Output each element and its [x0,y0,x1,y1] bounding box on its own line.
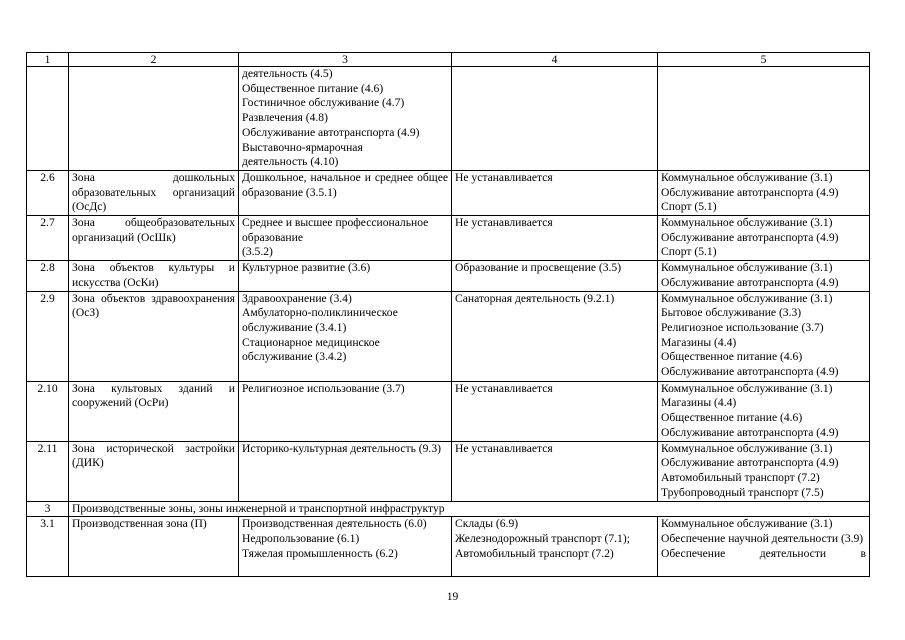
list-item: Амбулаторно-поликлиническое обслуживание (3.4.1) [242,306,398,334]
header-row [27,53,870,67]
main-use-code: (3.5.2) [242,245,273,259]
cell-conditional-uses: Не устанавливается [452,441,658,501]
zoning-table [26,52,870,577]
list-item: Тяжелая промышленность (6.2) [242,546,398,560]
table-row [27,261,870,291]
col-header-1: 1 [27,53,69,67]
list-item: Обслуживание автотранспорта (4.9) [661,425,839,439]
list-item: Обслуживание автотранспорта (4.9) [661,275,839,289]
section-num: 3 [27,501,69,517]
table-row [27,381,870,441]
cell-zone: Зона общеобразовательных организаций (ОсШк) [69,216,239,261]
cell-main-uses: Религиозное использование (3.7) [239,381,452,441]
cell-main-uses: Культурное развитие (3.6) [239,261,452,291]
section-title: Производственные зоны, зоны инженерной и транспортной инфраструктур [69,501,870,517]
cell-auxiliary-uses [658,441,870,501]
list-item: Общественное питание (4.6) [242,81,384,95]
cell-main-uses [239,216,452,261]
cell-auxiliary-uses [658,170,870,215]
col-header-4: 4 [452,53,658,67]
list-item: Коммунальное обслуживание (3.1) [661,216,833,230]
cell-num: 2.11 [27,441,69,501]
list-item: Магазины (4.4) [661,335,737,349]
list-item: Автомобильный транспорт (7.2) [455,546,614,560]
table-row [27,441,870,501]
cell-zone: Зона объектов здравоохранения (ОсЗ) [69,291,239,381]
list-item: Бытовое обслуживание (3.3) [661,306,802,320]
cell-num: 3.1 [27,517,69,577]
list-item: Выставочно-ярмарочная [242,140,363,154]
cell-conditional-uses: Санаторная деятельность (9.2.1) [452,291,658,381]
cell-num: 2.10 [27,381,69,441]
list-item: Коммунальное обслуживание (3.1) [661,261,833,275]
cell-zone: Зона исторической застройки (ДИК) [69,441,239,501]
list-item: Спорт (5.1) [661,245,717,259]
table-row [27,216,870,261]
cell-conditional-uses: Не устанавливается [452,216,658,261]
list-item: деятельность (4.10) [242,155,339,169]
cell-num: 2.7 [27,216,69,261]
list-item: Магазины (4.4) [661,396,737,410]
list-item: Общественное питание (4.6) [661,350,803,364]
cell-conditional-uses: Образование и просвещение (3.5) [452,261,658,291]
list-item: Коммунальное обслуживание (3.1) [661,381,833,395]
cell-main-uses [239,291,452,381]
cell-main-uses: Историко-культурная деятельность (9.3) [239,441,452,501]
cell-zone: Зона дошкольных образовательных организаций (ОсДс) [69,170,239,215]
list-item: Обслуживание автотранспорта (4.9) [242,125,420,139]
col-header-2: 2 [69,53,239,67]
table-row [27,291,870,381]
cell-auxiliary-uses [658,216,870,261]
list-item: Стационарное медицинское обслуживание (3.4.2) [242,335,380,364]
cell-main-uses [239,67,452,171]
cell-main-uses: Дошкольное, начальное и среднее общее образование (3.5.1) [239,170,452,215]
cell-auxiliary-uses [658,517,870,577]
list-item: Коммунальное обслуживание (3.1) [661,170,833,184]
list-item: Производственная деятельность (6.0) [242,517,427,531]
list-item: Общественное питание (4.6) [661,410,803,424]
cell-zone: Производственная зона (П) [69,517,239,577]
table-row-continuation [27,67,870,171]
list-item: Обеспечение научной деятельности (3.9) [661,531,864,545]
cell-conditional-uses [452,517,658,577]
cell-zone [69,67,239,171]
cell-num: 2.9 [27,291,69,381]
list-item: Коммунальное обслуживание (3.1) [661,517,833,531]
list-item: Развлечения (4.8) [242,111,328,125]
cell-conditional-uses [452,67,658,171]
list-item: Религиозное использование (3.7) [661,320,824,334]
list-item: Обслуживание автотранспорта (4.9) [661,365,839,379]
list-item: Железнодорожный транспорт (7.1); [455,531,630,545]
list-item: Обслуживание автотранспорта (4.9) [661,456,839,470]
list-item: Обслуживание автотранспорта (4.9) [661,230,839,244]
cell-num: 2.6 [27,170,69,215]
page-number: 19 [446,590,459,603]
section-row [27,501,870,517]
cell-main-uses [239,517,452,577]
list-item: Склады (6.9) [455,517,519,531]
cell-auxiliary-uses [658,381,870,441]
list-item: Гостиничное обслуживание (4.7) [242,96,405,110]
list-item: Коммунальное обслуживание (3.1) [661,291,833,305]
main-use-text: Среднее и высшее профессиональное образование [242,216,429,244]
table-row [27,517,870,577]
list-item: Недропользование (6.1) [242,531,360,545]
list-item: Здравоохранение (3.4) [242,291,352,305]
list-item: Обслуживание автотранспорта (4.9) [661,185,839,199]
cell-num: 2.8 [27,261,69,291]
cell-zone: Зона объектов культуры и искусства (ОсКи) [69,261,239,291]
table-row [27,170,870,215]
cell-auxiliary-uses [658,291,870,381]
cell-auxiliary-uses [658,261,870,291]
list-item: Трубопроводный транспорт (7.5) [661,485,824,499]
list-item: Автомобильный транспорт (7.2) [661,470,820,484]
list-item: деятельность (4.5) [242,67,333,80]
list-item: Обеспечение деятельности в [661,546,866,560]
cell-conditional-uses: Не устанавливается [452,170,658,215]
cell-num [27,67,69,171]
cell-auxiliary-uses [658,67,870,171]
col-header-3: 3 [239,53,452,67]
cell-conditional-uses: Не устанавливается [452,381,658,441]
cell-zone: Зона культовых зданий и сооружений (ОсРи) [69,381,239,441]
col-header-5: 5 [658,53,870,67]
list-item: Коммунальное обслуживание (3.1) [661,441,833,455]
list-item: Спорт (5.1) [661,200,717,214]
